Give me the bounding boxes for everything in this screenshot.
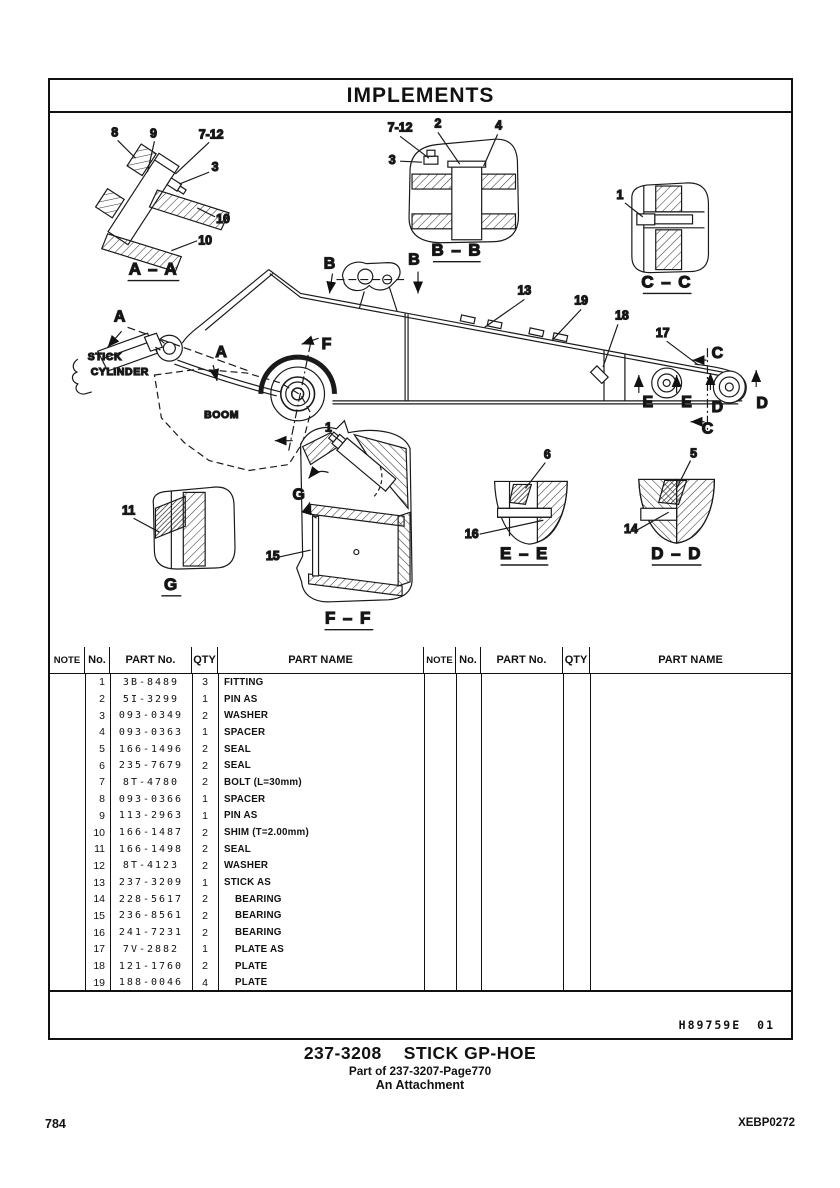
cell-part-no: 237-3209 [118, 877, 184, 889]
cell-qty: 1 [202, 876, 208, 889]
title-bar [50, 80, 791, 113]
cell-qty: 2 [202, 893, 208, 906]
view-a-a [88, 125, 230, 280]
cell-part-no: 166-1498 [118, 843, 184, 855]
table-row [50, 741, 791, 758]
cell-part-name: BEARING [235, 910, 282, 922]
table-row [50, 924, 791, 941]
callout: 18 [614, 308, 629, 323]
title-block [0, 1043, 840, 1092]
table-row [50, 808, 791, 825]
table-row [50, 874, 791, 891]
part-number: 237-3208 [303, 1043, 382, 1063]
cell-no: 9 [99, 809, 105, 822]
view-b-b [388, 116, 519, 261]
part-title-line [0, 1043, 840, 1064]
cell-part-name: PIN AS [224, 810, 258, 822]
table-row [50, 908, 791, 925]
cell-part-name: BEARING [235, 927, 282, 939]
callout: 13 [517, 283, 532, 298]
cell-part-no: 228-5617 [118, 893, 184, 905]
callout: 8 [111, 125, 119, 140]
cell-part-name: PLATE [235, 960, 268, 972]
col-header-part-name: PART NAME [218, 647, 424, 673]
cell-qty: 2 [202, 926, 208, 939]
cell-part-no: 166-1496 [118, 743, 184, 755]
table-row [50, 757, 791, 774]
cell-part-name: WASHER [224, 860, 269, 872]
page-title: IMPLEMENTS [346, 83, 495, 107]
table-row [50, 974, 791, 991]
stick-cylinder-label-line1: STICK [87, 352, 123, 364]
cell-qty: 2 [202, 776, 208, 789]
cell-part-name: BOLT (L=30mm) [224, 776, 302, 788]
stick-cylinder-label-line2: CYLINDER [90, 367, 149, 379]
page-number: 784 [45, 1117, 66, 1131]
table-row [50, 958, 791, 975]
cell-no: 6 [99, 759, 105, 772]
callout: 6 [543, 447, 551, 462]
view-label-bb: B – B [431, 240, 483, 260]
view-g [122, 487, 235, 596]
table-row [50, 691, 791, 708]
part-of-line: Part of 237-3207-Page770 [348, 1064, 492, 1078]
table-header [50, 647, 791, 674]
cell-qty: 3 [202, 676, 208, 689]
view-label-g: G [164, 574, 179, 594]
code-strip [50, 992, 791, 1040]
cell-part-name: PIN AS [224, 693, 258, 705]
cell-no: 11 [94, 843, 105, 856]
view-label-ff: F – F [324, 608, 372, 628]
cell-no: 16 [93, 926, 105, 939]
callout: 16 [464, 527, 479, 542]
cell-qty: 2 [202, 709, 208, 722]
cell-part-no: 241-7231 [118, 927, 184, 939]
section-letter-e-1: E [642, 393, 654, 411]
cell-no: 19 [93, 976, 105, 989]
cell-qty: 2 [202, 843, 208, 856]
cell-part-no: 5I-3299 [122, 693, 180, 705]
col-header-qty: QTY [192, 647, 218, 673]
callout: 2 [434, 116, 442, 131]
cell-part-no: 093-0363 [118, 726, 184, 738]
drawing-code-line [679, 1018, 775, 1032]
cell-part-name: SPACER [224, 726, 266, 738]
callout: 17 [655, 326, 670, 341]
cell-qty: 4 [202, 976, 208, 989]
callout: 15 [265, 549, 280, 564]
cell-part-name: BEARING [235, 893, 282, 905]
callout: 4 [495, 118, 503, 133]
cell-part-no: 8T-4123 [122, 860, 180, 872]
cell-qty: 2 [202, 759, 208, 772]
cell-qty: 2 [202, 826, 208, 839]
diagram-area [50, 113, 791, 647]
section-letter-c-2: C [701, 420, 714, 438]
col-header-note-2: NOTE [424, 647, 456, 673]
cell-no: 12 [93, 859, 105, 872]
cell-qty: 2 [202, 960, 208, 973]
table-row [50, 941, 791, 958]
cell-part-name: PLATE [235, 977, 268, 989]
view-label-aa: A – A [128, 259, 179, 279]
cell-no: 7 [99, 776, 105, 789]
col-header-no: No. [85, 647, 110, 673]
cell-qty: 1 [202, 809, 208, 822]
cell-qty: 1 [202, 793, 208, 806]
cell-qty: 1 [202, 693, 208, 706]
section-letter-d-1: D [711, 398, 724, 416]
col-header-part-no-2: PART No. [481, 647, 563, 673]
cell-part-name: SHIM (T=2.00mm) [224, 827, 309, 839]
cell-part-name: PLATE AS [235, 943, 284, 955]
callout: 7-12 [387, 120, 413, 135]
col-header-note: NOTE [50, 647, 85, 673]
view-d-d [624, 447, 714, 565]
cell-no: 10 [93, 826, 105, 839]
table-rows [50, 674, 791, 991]
cell-no: 13 [93, 876, 105, 889]
cell-part-no: 8T-4780 [122, 776, 180, 788]
section-letter-g: G [292, 486, 305, 504]
col-header-no-2: No. [456, 647, 481, 673]
callout: 10 [216, 211, 230, 226]
attachment-note: An Attachment [375, 1078, 465, 1092]
callout: 11 [122, 503, 136, 518]
cell-qty: 2 [202, 859, 208, 872]
view-label-ee: E – E [500, 544, 549, 564]
callout: 7-12 [198, 127, 224, 142]
cell-part-name: SEAL [224, 743, 251, 755]
section-letter-d-2: D [756, 394, 768, 412]
callout: 10 [198, 233, 213, 248]
callout: 9 [149, 126, 157, 141]
cell-no: 3 [99, 709, 105, 722]
doc-code: XEBP0272 [738, 1117, 795, 1129]
callout: 1 [325, 420, 332, 435]
table-row [50, 824, 791, 841]
col-header-part-no: PART No. [110, 647, 192, 673]
cell-part-no: 7V-2882 [122, 943, 180, 955]
drawing-code: H89759E [678, 1018, 742, 1032]
col-header-part-name-2: PART NAME [658, 654, 723, 666]
callout: 1 [616, 187, 624, 202]
callout: 14 [623, 522, 638, 537]
cell-part-no: 3B-8489 [122, 676, 180, 688]
table-row [50, 774, 791, 791]
section-letter-f-1: F [321, 336, 332, 354]
section-letter-e-2: E [681, 393, 692, 411]
part-name-title: STICK GP-HOE [403, 1043, 537, 1063]
cell-qty: 2 [202, 909, 208, 922]
table-row [50, 791, 791, 808]
table-body [50, 674, 791, 992]
cell-no: 4 [99, 726, 105, 739]
cell-part-name: FITTING [224, 676, 264, 688]
cell-part-name: SPACER [224, 793, 266, 805]
section-letter-b-2: B [408, 251, 420, 269]
callout: 19 [574, 293, 589, 308]
table-row [50, 841, 791, 858]
parts-diagram [50, 113, 791, 647]
boom-label: BOOM [204, 409, 240, 421]
cell-no: 15 [93, 909, 105, 922]
cell-part-no: 093-0366 [118, 793, 184, 805]
view-label-dd: D – D [651, 544, 702, 564]
cell-part-name: STICK AS [224, 877, 271, 889]
table-row [50, 674, 791, 691]
cell-part-no: 236-8561 [118, 910, 184, 922]
cell-part-no: 113-2963 [118, 810, 184, 822]
cell-part-name: WASHER [224, 710, 269, 722]
section-letter-a-1: A [113, 308, 126, 326]
cell-part-no: 235-7679 [118, 760, 184, 772]
table-row [50, 707, 791, 724]
cell-part-no: 166-1487 [118, 827, 184, 839]
callout: 3 [388, 153, 396, 168]
cell-part-name: SEAL [224, 843, 251, 855]
cell-no: 17 [93, 943, 105, 956]
cell-no: 14 [93, 893, 105, 906]
view-c-c [616, 183, 708, 294]
cell-no: 2 [99, 693, 105, 706]
cell-part-name: SEAL [224, 760, 251, 772]
table-row [50, 858, 791, 875]
section-letter-a-2: A [215, 344, 227, 362]
cell-no: 18 [93, 960, 105, 973]
callout: 3 [211, 160, 219, 175]
section-letter-c-1: C [711, 345, 724, 363]
cell-qty: 1 [202, 943, 208, 956]
cell-part-no: 121-1760 [118, 960, 184, 972]
table-row [50, 724, 791, 741]
drawing-revision: 01 [757, 1018, 775, 1032]
cell-no: 5 [99, 743, 105, 756]
cell-part-no: 093-0349 [118, 710, 184, 722]
view-e-e [465, 448, 567, 565]
cell-no: 8 [99, 793, 105, 806]
cell-no: 1 [99, 676, 105, 689]
cell-qty: 1 [202, 726, 208, 739]
view-label-cc: C – C [641, 272, 692, 292]
section-letter-b-1: B [323, 255, 336, 273]
view-f-f [266, 421, 412, 630]
cell-part-no: 188-0046 [118, 977, 184, 989]
sheet-border [48, 78, 793, 1040]
parts-table [50, 647, 791, 992]
col-header-qty-2: QTY [563, 647, 590, 673]
callout: 5 [690, 446, 697, 461]
table-row [50, 891, 791, 908]
cell-qty: 2 [202, 743, 208, 756]
